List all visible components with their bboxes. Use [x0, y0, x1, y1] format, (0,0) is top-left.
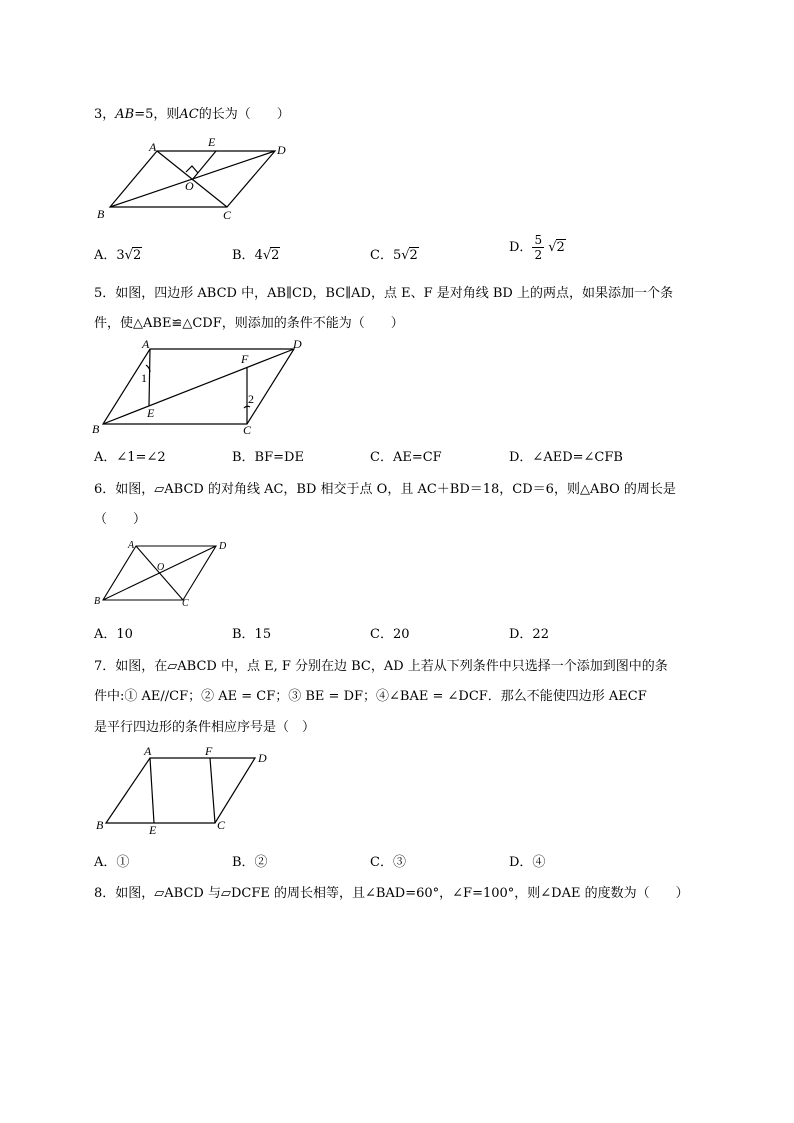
q3-label-b: B [97, 207, 105, 221]
q3-option-c[interactable]: C．5√2 [370, 248, 418, 263]
q5-line-2: 件，使△ABE≌△CDF，则添加的条件不能为（ ） [94, 316, 404, 331]
q5-label-c: C [243, 423, 252, 437]
q7-line-1: 7．如图，在▱ABCD 中，点 E, F 分别在边 BC，AD 上若从下列条件中只选择一个添加到图中的条 [94, 659, 668, 674]
q6-label-o: O [157, 562, 165, 573]
q3-mid: =5，则 [134, 107, 180, 122]
q6-line-1: 6．如图，▱ABCD 的对角线 AC，BD 相交于点 O，且 AC＋BD＝18，CD＝6，则△ABO 的周长是 [94, 482, 676, 497]
q6-option-a[interactable]: A．10 [94, 627, 133, 642]
q8-line-1: 8．如图，▱ABCD 与▱DCFE 的周长相等，且∠BAD=60°，∠F=100°，则∠DAE 的度数为（ ） [94, 886, 689, 901]
q3-option-d[interactable]: D． $\frac{5}{2}$ √2 [509, 233, 565, 262]
q6-option-c[interactable]: C．20 [370, 627, 410, 642]
q5-label-a: A [142, 337, 150, 351]
q7-option-c[interactable]: C．③ [370, 855, 406, 870]
q7-label-d: D [258, 751, 267, 765]
q5-label-2: 2 [248, 392, 254, 406]
q7-label-a: A [144, 744, 152, 758]
q6-option-b[interactable]: B．15 [232, 627, 272, 642]
q3-label-e: E [208, 135, 216, 149]
q3-tail: 的长为（ ） [198, 107, 290, 122]
q3-label-o: O [185, 179, 194, 193]
q3-label-d: D [277, 143, 286, 157]
q7-option-b[interactable]: B．② [232, 855, 268, 870]
q3-prefix: 3， [94, 107, 116, 122]
q5-label-e: E [147, 406, 155, 420]
q3-option-b[interactable]: B．4√2 [232, 248, 280, 263]
q7-option-a[interactable]: A．① [94, 855, 130, 870]
q5-option-b[interactable]: B．BF=DE [232, 450, 304, 465]
q5-label-1: 1 [141, 371, 147, 385]
q3-option-a[interactable]: A．3√2 [94, 248, 142, 263]
q7-line-2: 件中:① AE//CF；② AE = CF；③ BE = DF；④∠BAE = ∠DCF．那么不能使四边形 AECF [94, 689, 647, 704]
q3-label-a: A [149, 140, 157, 154]
q3-label-c: C [223, 208, 232, 222]
q3-option-d-fraction: $\frac{5}{2}$ [534, 233, 543, 262]
q7-label-e: E [149, 823, 157, 837]
q6-label-a: A [128, 540, 135, 551]
q5-option-a[interactable]: A．∠1=∠2 [94, 450, 166, 465]
q5-label-f: F [241, 352, 249, 366]
q7-label-b: B [96, 818, 104, 832]
q5-line-1: 5．如图，四边形 ABCD 中，AB∥CD，BC∥AD，点 E、F 是对角线 BD 上的两点，如果添加一个条 [94, 286, 673, 301]
q6-label-d: D [219, 541, 227, 552]
q3-ab: AB [115, 107, 135, 122]
q5-label-b: B [92, 422, 100, 436]
q6-label-c: C [182, 598, 189, 609]
q7-line-3: 是平行四边形的条件相应序号是（ ） [94, 720, 316, 735]
q7-label-f: F [205, 744, 213, 758]
q5-option-c[interactable]: C．AE=CF [370, 450, 442, 465]
q5-option-d[interactable]: D．∠AED=∠CFB [509, 450, 623, 465]
q3-ac: AC [179, 107, 199, 122]
q6-label-b: B [94, 596, 101, 607]
q6-option-d[interactable]: D．22 [509, 627, 549, 642]
q6-line-2: （ ） [94, 512, 147, 527]
q7-label-c: C [217, 818, 226, 832]
q7-option-d[interactable]: D．④ [509, 855, 546, 870]
q5-label-d: D [293, 337, 302, 351]
